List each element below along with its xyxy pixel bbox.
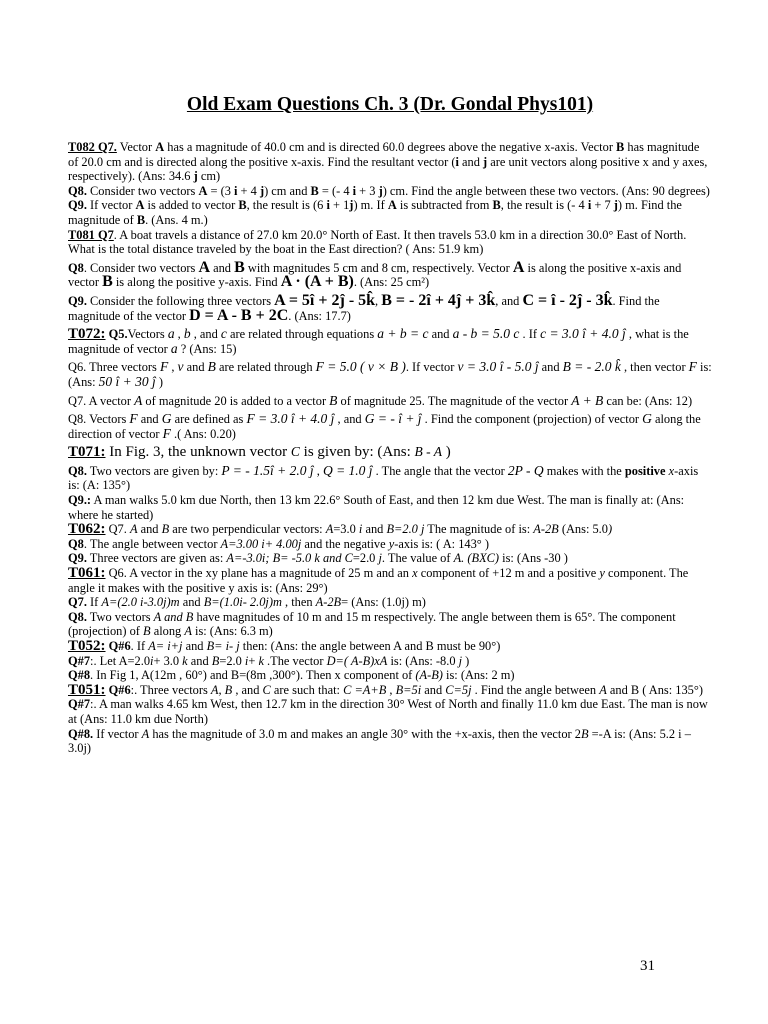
text-segment: If	[86, 595, 102, 610]
text-segment: B= i- j	[206, 639, 240, 653]
text-segment: A. (BXC)	[453, 551, 500, 566]
question-line	[68, 258, 712, 291]
text-segment: . The angle between vector	[83, 536, 221, 551]
text-segment: , and	[334, 412, 365, 427]
text-segment: Q#8	[68, 668, 91, 683]
text-segment: v = 3.0 î - 5.0 ĵ	[457, 359, 539, 375]
text-segment: . Consider two vectors	[83, 260, 199, 275]
question-line	[68, 537, 712, 552]
text-segment: Three vectors are given as:	[86, 551, 227, 566]
text-segment: and	[182, 639, 207, 653]
text-segment: Consider the following three vectors	[86, 293, 275, 308]
question-line	[68, 493, 712, 522]
text-segment: component. The angle it makes with the positive y axis is: (Ans: 29°)	[68, 566, 689, 595]
text-segment: (Ans: 5.0	[558, 522, 608, 537]
text-segment: :. Let A=2.0	[90, 653, 151, 668]
text-segment: , the result is (- 4	[500, 198, 588, 213]
text-segment: i	[326, 198, 330, 213]
text-segment: of magnitude 25. The magnitude of the vector	[337, 393, 572, 408]
text-segment: G	[161, 411, 172, 427]
text-segment: A= i+j	[148, 639, 183, 653]
text-segment: Q7. A vector	[68, 393, 135, 408]
text-segment: ? (Ans: 15)	[177, 341, 237, 356]
text-segment: and B ( Ans: 135°)	[606, 682, 703, 697]
text-segment: B=(1.0i- 2.0j)m	[203, 595, 282, 610]
text-segment: Q9.	[68, 198, 87, 213]
text-segment: j	[378, 183, 383, 198]
question-line	[68, 683, 712, 698]
text-segment: x	[668, 463, 675, 478]
text-segment: i	[234, 183, 238, 198]
text-segment: y	[388, 536, 395, 551]
text-segment: + 7	[591, 198, 614, 213]
question-line	[68, 198, 712, 227]
text-segment: C = î - 2ĵ - 3k̂	[522, 291, 613, 309]
text-segment: B	[492, 198, 501, 213]
text-segment: + 1	[329, 198, 350, 213]
text-segment: A	[135, 198, 145, 213]
text-segment: j	[349, 198, 354, 213]
text-segment: are unit vectors along positive x and y axes, respectively). (Ans: 34.6	[68, 154, 708, 184]
text-segment: Q#6	[108, 639, 131, 653]
text-segment: ,	[313, 463, 323, 478]
text-segment: , what is the magnitude of vector	[68, 327, 689, 356]
text-segment: =3.0	[333, 522, 359, 537]
text-segment: .( Ans: 0.20)	[170, 426, 236, 441]
text-segment: =2.0	[219, 653, 245, 668]
text-segment: Q#7	[68, 653, 91, 668]
text-segment: T062:	[68, 521, 106, 538]
text-segment: a - b = 5.0 c	[452, 326, 520, 342]
text-segment: and	[137, 412, 162, 427]
page-number: 31	[640, 958, 655, 974]
text-segment: F	[129, 411, 138, 427]
text-segment: i	[358, 522, 363, 537]
text-segment: b	[183, 326, 191, 342]
text-segment: )	[442, 444, 451, 461]
text-segment: B	[211, 653, 220, 668]
text-segment: The magnitude of is:	[424, 522, 534, 537]
text-segment: Vector	[116, 140, 156, 154]
question-list	[68, 140, 712, 756]
text-segment: is along the positive y-axis. Find	[112, 275, 281, 290]
text-segment: A, B	[210, 682, 233, 697]
question-line	[68, 668, 712, 683]
text-segment: B = - 2.0 k̂	[562, 359, 621, 375]
text-segment: A	[325, 522, 334, 537]
text-segment: = (- 4	[318, 183, 353, 198]
text-segment: , then vector	[620, 360, 689, 375]
text-segment: A=(2.0 i-3.0j)m	[101, 595, 180, 610]
text-segment: ,	[174, 327, 184, 342]
text-segment: component of +12 m and a positive	[417, 566, 600, 581]
text-segment: F	[159, 359, 169, 375]
text-segment: a	[167, 326, 175, 342]
text-segment: is: (Ans: 6.3 m)	[191, 624, 273, 639]
text-segment: Two vectors are given by:	[86, 463, 222, 478]
text-segment: then: (Ans: the angle between A and B must be 90°)	[239, 639, 501, 653]
text-segment: T052:	[68, 638, 106, 654]
text-segment: and	[538, 360, 563, 375]
text-segment: i	[352, 183, 357, 198]
text-segment: A and B	[153, 609, 194, 624]
text-segment: )	[462, 653, 470, 668]
question-line	[68, 639, 712, 654]
text-segment: . If vector	[405, 360, 458, 375]
text-segment: A-2B	[315, 595, 342, 610]
text-segment: ,	[168, 360, 178, 375]
question-line	[68, 464, 712, 493]
text-segment: Q5.	[108, 327, 128, 342]
text-segment: i	[244, 653, 249, 668]
text-segment: B - A	[414, 444, 442, 460]
text-segment: ) m. If	[353, 198, 388, 213]
text-segment: i	[150, 653, 154, 668]
text-segment: A=3.00 i+ 4.00j	[220, 536, 302, 551]
text-segment: F = 3.0 î + 4.0 ĵ	[246, 411, 335, 427]
text-segment: A	[134, 392, 143, 408]
text-segment: with magnitudes 5 cm and 8 cm, respectively. Vector	[244, 260, 513, 275]
text-segment: (A-B)	[415, 668, 443, 683]
text-segment: A=-3.0i; B= -5.0 k and C	[226, 551, 353, 566]
text-segment: . (Ans: 17.7)	[288, 308, 351, 323]
text-segment: 2P - Q	[507, 462, 544, 478]
text-segment: .The vector	[263, 653, 327, 668]
text-segment: a + b = c	[377, 326, 429, 342]
text-segment: + 3.0	[153, 653, 183, 668]
text-segment: B	[136, 212, 146, 227]
text-segment: , and	[495, 293, 523, 308]
page-title: Old Exam Questions Ch. 3 (Dr. Gondal Phys101)	[186, 94, 594, 115]
text-segment: A	[599, 682, 607, 697]
text-segment: Two vectors	[86, 609, 154, 624]
text-segment: Q8. Vectors	[68, 412, 130, 427]
text-segment: makes with the	[543, 463, 625, 478]
text-segment: c = 3.0 î + 4.0 ĵ	[540, 326, 626, 342]
question-line	[68, 394, 712, 409]
text-segment: G = - î + ĵ	[364, 411, 422, 427]
text-segment: are related through	[215, 360, 316, 375]
question-line	[68, 140, 712, 184]
text-segment: A	[512, 258, 525, 276]
text-segment: A man walks 5.0 km due North, then 13 km 22.6° South of East, and then 12 km due West. The man is finally at: (Ans: where he started)	[68, 493, 685, 522]
text-segment: . If	[519, 327, 541, 342]
text-segment: is: (Ans:	[68, 360, 712, 389]
text-segment: B=5i	[395, 682, 422, 697]
text-segment: T081 Q7	[68, 227, 114, 242]
text-segment: P = - 1.5î + 2.0 ĵ	[221, 462, 314, 478]
text-segment: A-2B	[533, 522, 559, 537]
text-segment: :. Three vectors	[130, 682, 211, 697]
question-line	[68, 412, 712, 441]
text-segment: )	[155, 374, 163, 389]
text-segment: j	[483, 154, 488, 169]
text-segment: Q9.:	[68, 493, 92, 508]
text-segment: is added to vector	[144, 198, 239, 213]
text-segment: Q8	[68, 260, 84, 275]
text-segment: T082 Q7.	[68, 140, 117, 154]
text-segment: B	[616, 140, 625, 154]
text-segment: is subtracted from	[396, 198, 493, 213]
text-segment: ) cm. Find the angle between these two vectors. (Ans: 90 degrees)	[382, 183, 710, 198]
text-segment: Q6. A vector in the xy plane has a magnitude of 25 m and an	[105, 566, 413, 581]
text-segment: T061:	[68, 565, 106, 582]
text-segment: v	[177, 359, 184, 375]
text-segment: and	[137, 522, 162, 537]
text-segment: , then	[281, 595, 316, 610]
text-segment: are such that:	[270, 682, 344, 697]
text-segment: x	[412, 566, 418, 581]
text-segment: Vectors	[127, 327, 168, 342]
question-line	[68, 522, 712, 537]
text-segment: + 3	[356, 183, 379, 198]
text-segment: A	[387, 198, 397, 213]
text-segment: D = A - B + 2C	[189, 306, 289, 324]
text-segment: 50 î + 30 ĵ	[98, 373, 156, 389]
text-segment: . The angle that the vector	[372, 463, 508, 478]
text-segment: ) m. Find the magnitude of	[68, 198, 682, 227]
text-segment: cm)	[197, 169, 221, 184]
text-segment: and	[187, 653, 212, 668]
text-segment: j	[193, 169, 198, 184]
text-segment: ,	[375, 293, 382, 308]
text-segment: )	[607, 522, 613, 537]
question-line	[68, 551, 712, 566]
text-segment: C=5j	[445, 682, 472, 697]
text-segment: B	[329, 392, 338, 408]
text-segment: A + B	[571, 392, 604, 408]
text-segment: , the result is (6	[246, 198, 327, 213]
text-segment: A	[184, 624, 192, 639]
text-segment: . In Fig 1, A(12m , 60°) and B=(8m ,300°). Then x component of	[90, 668, 416, 683]
text-segment: B	[207, 359, 216, 375]
text-segment: Q8	[68, 536, 84, 551]
text-segment: F	[162, 425, 171, 441]
question-line	[68, 595, 712, 610]
text-segment: Q7.	[68, 595, 87, 610]
text-segment: Q8.	[68, 463, 87, 478]
text-segment: A = 5î + 2ĵ - 5k̂	[274, 291, 376, 309]
text-segment: positive	[624, 463, 666, 478]
text-segment: can be: (Ans: 12)	[603, 393, 693, 408]
text-segment: y	[599, 566, 605, 581]
text-segment: Q6. Three vectors	[68, 360, 160, 375]
text-segment: C =A+B	[343, 682, 387, 697]
text-segment: -axis is: (A: 135°)	[68, 463, 699, 493]
text-segment: i	[587, 198, 592, 213]
text-segment: + 4	[237, 183, 260, 198]
text-segment: . (Ans: 25 cm²)	[353, 275, 430, 290]
text-segment: are two perpendicular vectors:	[169, 522, 326, 537]
text-segment: , and	[190, 327, 221, 342]
text-segment: D=( A-B)xA	[326, 653, 388, 668]
text-segment: and	[183, 360, 208, 375]
text-segment: F	[688, 359, 697, 375]
text-segment: Q8.	[68, 183, 87, 198]
text-segment: T072:	[68, 326, 106, 343]
text-segment: is along the positive x-axis and vector	[68, 260, 682, 290]
text-segment: . Find the angle between	[471, 682, 600, 697]
question-line	[68, 360, 712, 389]
text-segment: ,	[386, 682, 396, 697]
text-segment: j	[458, 653, 463, 668]
text-segment: Q#8.	[68, 726, 94, 741]
text-segment: C	[262, 682, 271, 697]
text-segment: and	[362, 522, 387, 537]
text-segment: . Find the component (projection) of vector	[421, 412, 643, 427]
text-segment: . A boat travels a distance of 27.0 km 20.0° North of East. It then travels 53.0 km in a direction 30.0° East of North. What is the total distance traveled by the boat in the East direction? ( Ans: 51.9 km)	[68, 227, 687, 257]
question-line	[68, 291, 712, 324]
text-segment: In Fig. 3, the unknown vector	[105, 444, 291, 461]
text-segment: . The value of	[381, 551, 454, 566]
text-segment: T071:	[68, 444, 106, 461]
text-segment: , and	[232, 682, 263, 697]
text-segment: along the direction of vector	[68, 412, 701, 441]
text-segment: A	[141, 726, 150, 741]
question-line	[68, 727, 712, 756]
text-segment: B	[161, 522, 170, 537]
text-segment: of magnitude 20 is added to a vector	[142, 393, 330, 408]
text-segment: and	[421, 682, 446, 697]
text-segment: c	[220, 326, 227, 342]
text-segment: has magnitude of 20.0 cm and is directed along the positive x-axis. Find the resultant vector (	[68, 140, 700, 169]
text-segment: +	[248, 653, 259, 668]
text-segment: A	[129, 522, 138, 537]
text-segment: have magnitudes of 10 m and 15 m respectively. The angle between them is 65°. The component (projection) of	[68, 609, 676, 639]
text-segment: B	[580, 726, 589, 741]
text-segment: B=2.0 j	[386, 522, 425, 537]
text-segment: along	[150, 624, 185, 639]
text-segment: T051:	[68, 681, 106, 698]
text-segment: are defined as	[171, 412, 247, 427]
text-segment: is given by: (Ans:	[299, 444, 415, 461]
text-segment: If vector	[93, 726, 142, 741]
text-segment: :. A man walks 4.65 km West, then 12.7 km in the direction 30° West of North and finally 11.0 km due East. The man is now at (Ans: 11.0 km due North)	[68, 697, 708, 726]
text-segment: G	[642, 411, 652, 427]
question-line	[68, 654, 712, 669]
text-segment: is: (Ans: -8.0	[387, 653, 459, 668]
question-line	[68, 610, 712, 639]
question-line	[68, 566, 712, 595]
text-segment: F = 5.0 ( v × B )	[315, 359, 406, 375]
text-segment: is: (Ans: 2 m)	[442, 668, 515, 683]
text-segment: B	[238, 198, 247, 213]
question-line	[68, 327, 712, 356]
text-segment: and	[458, 154, 484, 169]
text-segment: A	[198, 258, 211, 276]
text-segment: Q#6	[108, 682, 131, 697]
text-segment: k	[258, 653, 264, 668]
text-segment: Consider two vectors	[86, 183, 199, 198]
text-segment: Q9.	[68, 293, 87, 308]
text-segment: B	[102, 273, 113, 291]
text-segment: -axis is: ( A: 143° )	[394, 536, 489, 551]
question-line	[68, 445, 712, 460]
text-segment: C	[290, 444, 300, 460]
text-segment: Q7.	[105, 522, 130, 537]
text-segment: k	[182, 653, 188, 668]
text-segment: and	[179, 595, 204, 610]
text-segment: j	[259, 183, 265, 198]
text-segment: Q9.	[68, 551, 87, 566]
text-segment: . (Ans. 4 m.)	[145, 212, 208, 227]
text-segment: A	[198, 183, 208, 198]
text-segment: is: (Ans -30 )	[499, 551, 568, 566]
question-line	[68, 697, 712, 726]
question-line	[68, 184, 712, 199]
text-segment: B	[143, 624, 151, 639]
text-segment: and	[428, 327, 453, 342]
question-line	[68, 228, 712, 257]
text-segment: = (Ans: (1.0j) m)	[341, 595, 426, 610]
text-segment: a	[170, 340, 178, 356]
text-segment: =-A is: (Ans: 5.2 i – 3.0j)	[68, 726, 691, 756]
text-segment: has the magnitude of 3.0 m and makes an angle 30° with the +x-axis, then the vector 2	[149, 726, 581, 741]
text-segment: A · (A + B)	[280, 273, 354, 291]
text-segment: B	[310, 183, 319, 198]
text-segment: = (3	[207, 183, 234, 198]
text-segment: Q = 1.0 ĵ	[322, 462, 373, 478]
text-segment: and	[210, 260, 235, 275]
text-segment: j	[613, 198, 618, 213]
text-segment: . If	[130, 639, 149, 653]
text-segment: A	[155, 140, 165, 154]
text-segment: i	[455, 154, 459, 169]
text-segment: . Find the magnitude of the vector	[68, 293, 660, 323]
text-segment: and the negative	[301, 536, 389, 551]
text-segment: B	[234, 258, 245, 276]
text-segment: has a magnitude of 40.0 cm and is directed 60.0 degrees above the negative x-axis. Vector	[164, 140, 617, 154]
text-segment: =2.0	[352, 551, 379, 566]
text-segment: Q8.	[68, 609, 87, 624]
text-segment: Q#7	[68, 697, 91, 712]
text-segment: If vector	[86, 198, 136, 213]
text-segment: are related through equations	[226, 327, 378, 342]
text-segment: j	[378, 551, 382, 566]
text-segment: ) cm and	[264, 183, 311, 198]
text-segment: B = - 2î + 4ĵ + 3k̂	[381, 291, 496, 309]
